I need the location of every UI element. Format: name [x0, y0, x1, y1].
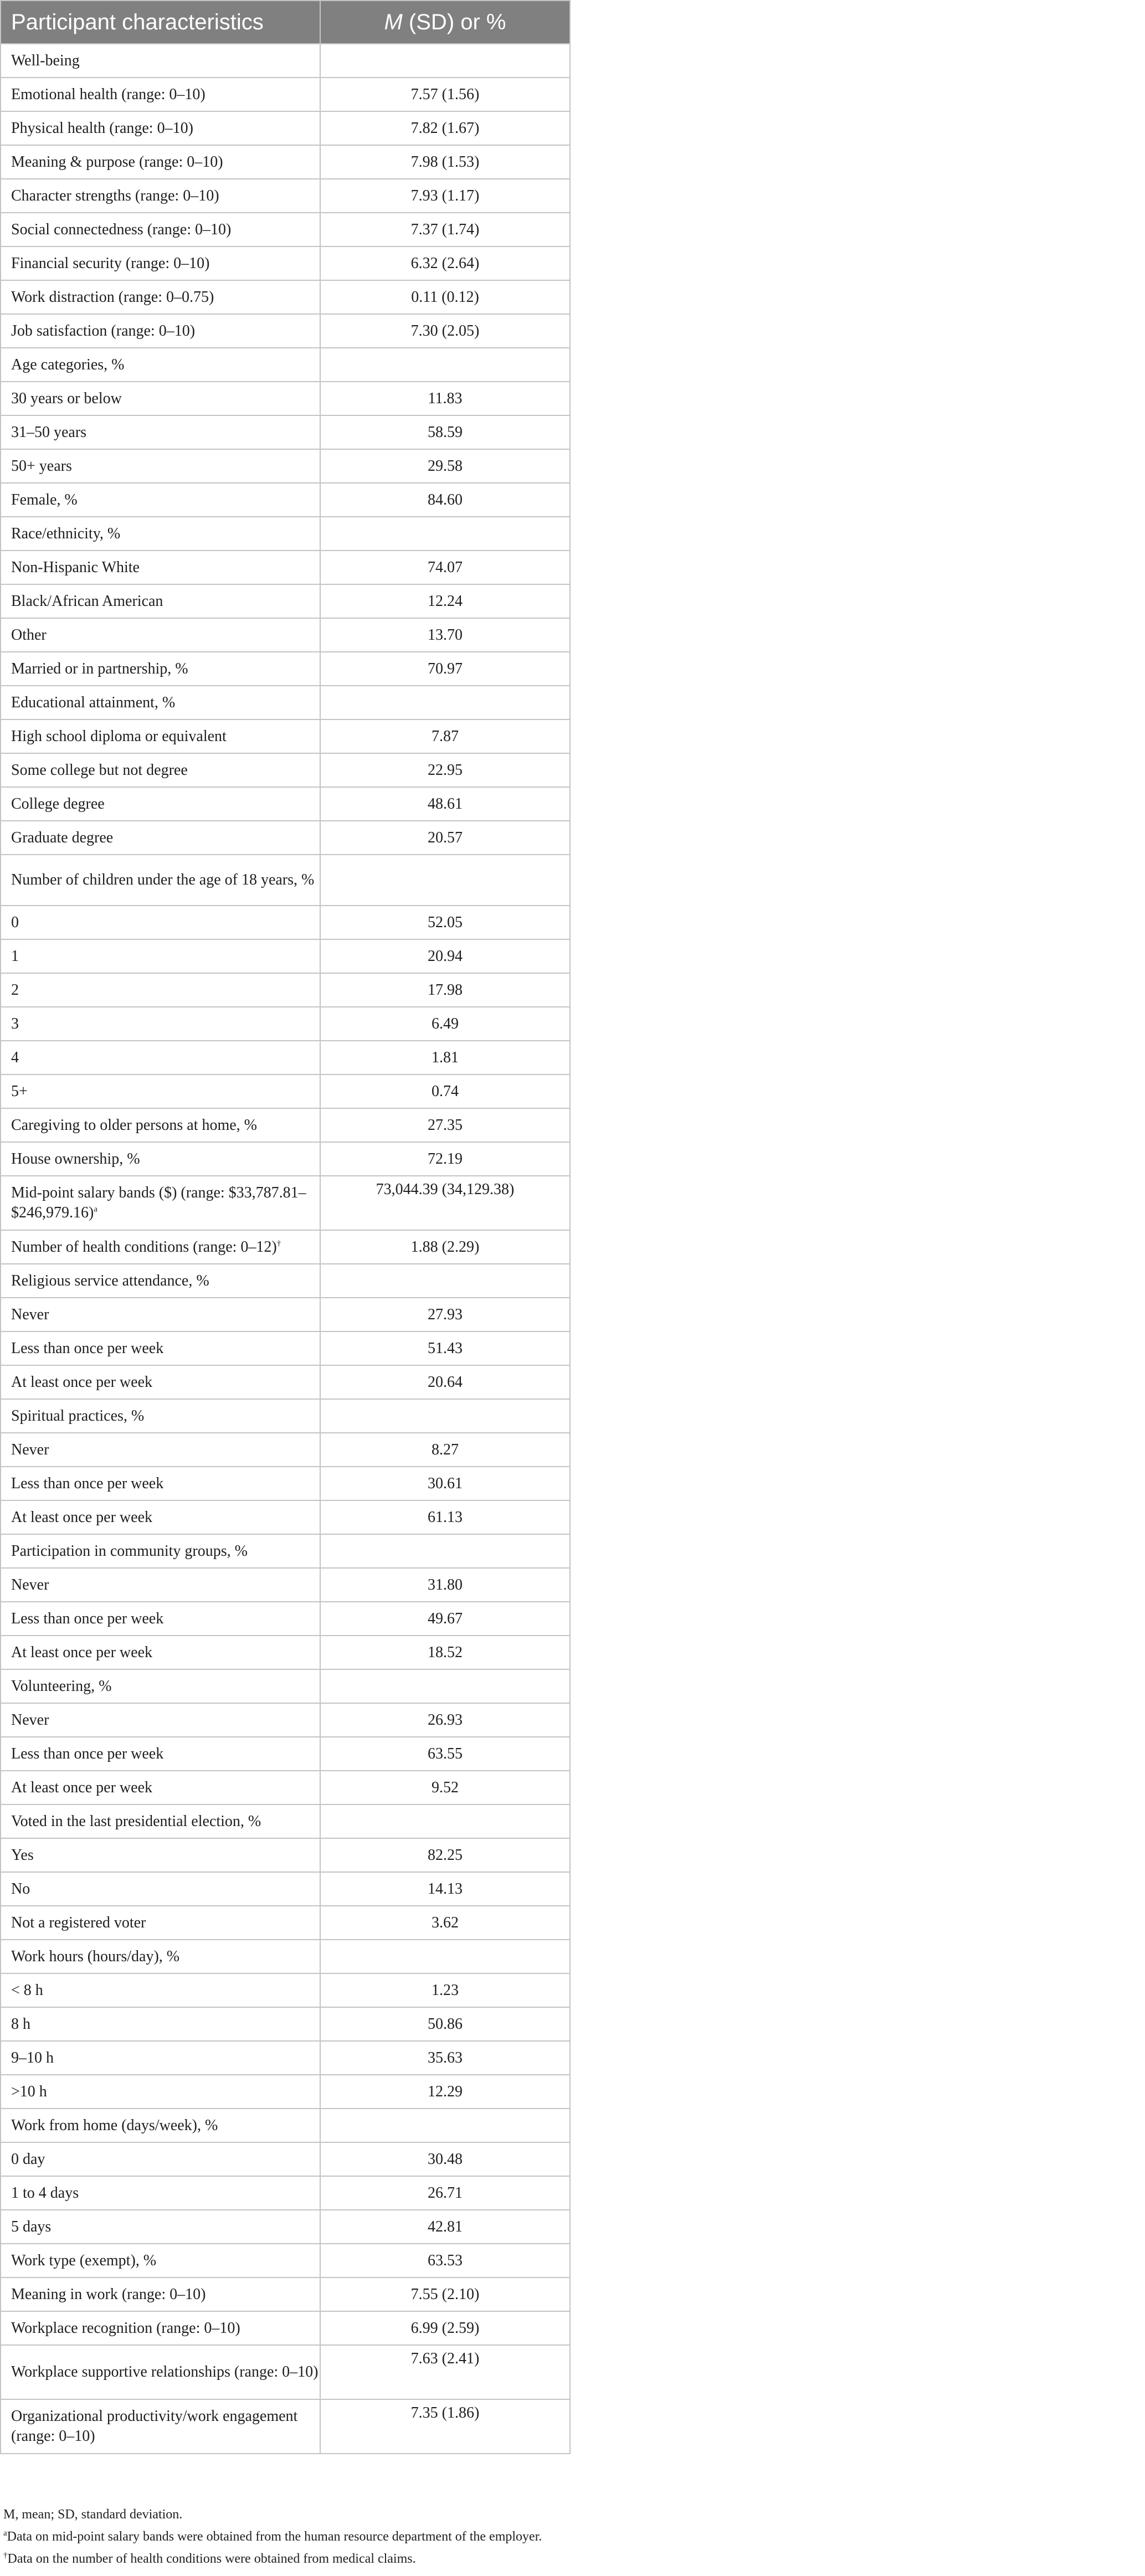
row-label-text: Less than once per week	[11, 1474, 164, 1492]
row-label-text: Never	[11, 1305, 49, 1323]
table-header-row	[1, 1, 570, 44]
row-label	[1, 652, 320, 686]
row-value: 7.82 (1.67)	[320, 111, 570, 145]
table-row	[1, 939, 570, 973]
row-label	[1, 1804, 320, 1838]
row-value: 8.27	[320, 1433, 570, 1467]
row-label	[1, 1230, 320, 1264]
row-label-text: At least once per week	[11, 1643, 152, 1661]
row-value: 13.70	[320, 618, 570, 652]
row-label-text: College degree	[11, 795, 105, 813]
row-label	[1, 145, 320, 179]
row-value: 6.99 (2.59)	[320, 2311, 570, 2345]
table-row	[1, 314, 570, 348]
row-value: 50.86	[320, 2007, 570, 2041]
row-value: 1.88 (2.29)	[320, 1230, 570, 1264]
row-label-text: Less than once per week	[11, 1745, 164, 1762]
row-value	[320, 1669, 570, 1703]
row-label-text: Less than once per week	[11, 1610, 164, 1627]
row-value: 7.35 (1.86)	[320, 2399, 570, 2454]
table-row	[1, 1176, 570, 1230]
row-value	[320, 44, 570, 78]
row-value: 0.74	[320, 1074, 570, 1108]
header-characteristics: Participant characteristics	[1, 1, 320, 44]
table-row	[1, 2345, 570, 2399]
row-value: 7.57 (1.56)	[320, 78, 570, 111]
row-label	[1, 1838, 320, 1872]
table-row	[1, 618, 570, 652]
table-row	[1, 2210, 570, 2244]
row-label	[1, 1771, 320, 1804]
row-label-text: Caregiving to older persons at home, %	[11, 1116, 258, 1134]
row-label-text: Work distraction (range: 0–0.75)	[11, 288, 214, 306]
row-label-text: 0 day	[11, 2150, 45, 2168]
row-value: 58.59	[320, 415, 570, 449]
row-label-text: Participation in community groups, %	[11, 1542, 248, 1560]
row-value: 70.97	[320, 652, 570, 686]
header-statistic	[320, 1, 570, 44]
row-label	[1, 2311, 320, 2345]
table-row	[1, 1636, 570, 1669]
table-row	[1, 1433, 570, 1467]
row-value: 52.05	[320, 906, 570, 939]
row-label	[1, 2277, 320, 2311]
row-value: 20.64	[320, 1365, 570, 1399]
row-label	[1, 2007, 320, 2041]
row-value: 61.13	[320, 1500, 570, 1534]
row-value: 7.63 (2.41)	[320, 2345, 570, 2399]
table-row	[1, 1534, 570, 1568]
row-value: 27.35	[320, 1108, 570, 1142]
row-label	[1, 179, 320, 213]
row-value: 72.19	[320, 1142, 570, 1176]
row-label-text: 4	[11, 1048, 19, 1066]
table-footnotes	[0, 2503, 1108, 2570]
row-label-text: Mid-point salary bands ($) (range: $33,787.81–$246,979.16)	[11, 1184, 306, 1221]
table-row	[1, 551, 570, 584]
row-value: 14.13	[320, 1872, 570, 1906]
header-mean-symbol: M	[384, 9, 403, 34]
row-value: 31.80	[320, 1568, 570, 1602]
row-label	[1, 1973, 320, 2007]
table-row	[1, 44, 570, 78]
row-label	[1, 1602, 320, 1636]
table-row	[1, 1264, 570, 1298]
row-value: 27.93	[320, 1298, 570, 1331]
row-label-text: Some college but not degree	[11, 761, 188, 779]
row-label-text: Job satisfaction (range: 0–10)	[11, 322, 196, 340]
row-label	[1, 1568, 320, 1602]
row-value: 7.30 (2.05)	[320, 314, 570, 348]
row-value	[320, 1534, 570, 1568]
row-label-text: 9–10 h	[11, 2049, 54, 2066]
row-label-text: Never	[11, 1711, 49, 1729]
table-row	[1, 584, 570, 618]
row-label	[1, 1074, 320, 1108]
footnote-a	[0, 2526, 1108, 2548]
row-label	[1, 1041, 320, 1074]
row-label-footnote-mark: a	[94, 1205, 97, 1214]
table-row	[1, 483, 570, 517]
row-value: 63.53	[320, 2244, 570, 2277]
table-row	[1, 1872, 570, 1906]
row-value: 22.95	[320, 753, 570, 787]
row-label-text: Character strengths (range: 0–10)	[11, 187, 219, 204]
row-label-footnote-mark: †	[276, 1239, 281, 1248]
row-label	[1, 686, 320, 719]
row-label	[1, 1940, 320, 1973]
row-label	[1, 753, 320, 787]
footnote-a-text: Data on mid-point salary bands were obtained from the human resource department of the employer.	[7, 2529, 542, 2544]
row-label	[1, 2041, 320, 2075]
row-label-text: Educational attainment, %	[11, 693, 176, 711]
row-label	[1, 973, 320, 1007]
row-label	[1, 1636, 320, 1669]
table-row	[1, 213, 570, 246]
row-label-text: Less than once per week	[11, 1339, 164, 1357]
table-row	[1, 2075, 570, 2109]
table-row	[1, 821, 570, 855]
row-label-text: Emotional health (range: 0–10)	[11, 85, 206, 103]
row-label-text: Married or in partnership, %	[11, 660, 188, 677]
row-value: 17.98	[320, 973, 570, 1007]
table-row	[1, 1737, 570, 1771]
row-label-text: No	[11, 1880, 30, 1898]
row-label-text: Number of children under the age of 18 years, %	[11, 871, 315, 888]
row-label	[1, 2210, 320, 2244]
row-label	[1, 2142, 320, 2176]
footnote-b-mark: †	[3, 2551, 8, 2560]
row-label-text: 5 days	[11, 2218, 52, 2235]
table-row	[1, 415, 570, 449]
row-value: 9.52	[320, 1771, 570, 1804]
row-label	[1, 213, 320, 246]
row-label	[1, 314, 320, 348]
row-label-text: Work type (exempt), %	[11, 2251, 157, 2269]
row-label-text: 0	[11, 913, 19, 931]
row-label	[1, 1142, 320, 1176]
row-label	[1, 449, 320, 483]
row-label	[1, 1331, 320, 1365]
row-value: 26.93	[320, 1703, 570, 1737]
table-row	[1, 906, 570, 939]
row-label-text: 1 to 4 days	[11, 2184, 79, 2202]
row-label	[1, 939, 320, 973]
row-label-text: >10 h	[11, 2083, 47, 2100]
row-label	[1, 348, 320, 382]
table-row	[1, 1602, 570, 1636]
row-value: 48.61	[320, 787, 570, 821]
row-value: 74.07	[320, 551, 570, 584]
row-value: 63.55	[320, 1737, 570, 1771]
row-value: 42.81	[320, 2210, 570, 2244]
row-value: 35.63	[320, 2041, 570, 2075]
row-label-text: 1	[11, 947, 19, 965]
footnote-b-text: Data on the number of health conditions were obtained from medical claims.	[7, 2552, 416, 2566]
table-row	[1, 2041, 570, 2075]
row-value: 0.11 (0.12)	[320, 280, 570, 314]
row-value	[320, 1804, 570, 1838]
row-label-text: Organizational productivity/work engagement (range: 0–10)	[11, 2408, 298, 2445]
row-value: 7.87	[320, 719, 570, 753]
row-label	[1, 821, 320, 855]
row-label-text: 8 h	[11, 2015, 30, 2033]
row-label	[1, 1399, 320, 1433]
row-value: 51.43	[320, 1331, 570, 1365]
table-row	[1, 517, 570, 551]
row-value: 7.37 (1.74)	[320, 213, 570, 246]
row-value	[320, 1940, 570, 1973]
table-row	[1, 111, 570, 145]
row-value: 30.61	[320, 1467, 570, 1500]
row-value	[320, 686, 570, 719]
row-label-text: Workplace supportive relationships (range: 0–10)	[11, 2363, 319, 2380]
row-value	[320, 1399, 570, 1433]
table-row	[1, 382, 570, 415]
row-label-text: House ownership, %	[11, 1150, 140, 1168]
row-label-text: 50+ years	[11, 457, 72, 475]
table-row	[1, 1399, 570, 1433]
table-body	[1, 44, 570, 2454]
table-row	[1, 2007, 570, 2041]
row-label-text: Spiritual practices, %	[11, 1407, 145, 1425]
table-row	[1, 787, 570, 821]
table-row	[1, 1771, 570, 1804]
table-row	[1, 1365, 570, 1399]
row-value: 6.32 (2.64)	[320, 246, 570, 280]
row-value	[320, 855, 570, 906]
row-label-text: Work hours (hours/day), %	[11, 1947, 180, 1965]
table-row	[1, 1230, 570, 1264]
row-value: 20.57	[320, 821, 570, 855]
row-label-text: 3	[11, 1015, 19, 1032]
table-row	[1, 1298, 570, 1331]
table-row	[1, 2399, 570, 2454]
row-value	[320, 2109, 570, 2142]
table-row	[1, 2109, 570, 2142]
row-value: 29.58	[320, 449, 570, 483]
row-label	[1, 111, 320, 145]
row-label	[1, 2244, 320, 2277]
row-value: 12.29	[320, 2075, 570, 2109]
row-label-text: At least once per week	[11, 1778, 152, 1796]
row-label-text: Yes	[11, 1846, 34, 1864]
table-row	[1, 1074, 570, 1108]
table-row	[1, 1669, 570, 1703]
table-row	[1, 652, 570, 686]
row-label	[1, 1534, 320, 1568]
row-label-text: 30 years or below	[11, 389, 122, 407]
row-label-text: Work from home (days/week), %	[11, 2116, 218, 2134]
row-label	[1, 2399, 320, 2454]
row-value	[320, 1264, 570, 1298]
row-label-text: Social connectedness (range: 0–10)	[11, 220, 232, 238]
row-label-text: Religious service attendance, %	[11, 1272, 209, 1289]
row-value: 12.24	[320, 584, 570, 618]
row-value: 82.25	[320, 1838, 570, 1872]
header-statistic-rest: (SD) or %	[402, 9, 506, 34]
table-row	[1, 686, 570, 719]
table-row	[1, 2277, 570, 2311]
table-row	[1, 1142, 570, 1176]
row-label	[1, 906, 320, 939]
row-label	[1, 2345, 320, 2399]
row-label-text: Not a registered voter	[11, 1914, 146, 1931]
row-label-text: Meaning in work (range: 0–10)	[11, 2285, 206, 2303]
table-row	[1, 1041, 570, 1074]
table-row	[1, 179, 570, 213]
row-label-text: Non-Hispanic White	[11, 558, 140, 576]
row-label-text: Number of health conditions (range: 0–12)	[11, 1238, 277, 1256]
row-value: 3.62	[320, 1906, 570, 1940]
row-label	[1, 1176, 320, 1230]
table-row	[1, 1568, 570, 1602]
row-label	[1, 1264, 320, 1298]
row-label	[1, 584, 320, 618]
row-label	[1, 246, 320, 280]
row-label	[1, 1467, 320, 1500]
table-row	[1, 1973, 570, 2007]
table-row	[1, 1108, 570, 1142]
table-row	[1, 1940, 570, 1973]
table-row	[1, 1703, 570, 1737]
row-label-text: Graduate degree	[11, 829, 114, 846]
row-value: 1.23	[320, 1973, 570, 2007]
row-label-text: Workplace recognition (range: 0–10)	[11, 2319, 240, 2337]
row-label	[1, 1298, 320, 1331]
row-label	[1, 382, 320, 415]
table-row	[1, 2142, 570, 2176]
table-row	[1, 973, 570, 1007]
row-label	[1, 1433, 320, 1467]
row-label	[1, 1669, 320, 1703]
row-label-text: Never	[11, 1441, 49, 1458]
table-row	[1, 348, 570, 382]
table-row	[1, 246, 570, 280]
row-label-text: At least once per week	[11, 1373, 152, 1391]
footnote-abbreviations: M, mean; SD, standard deviation.	[3, 2507, 183, 2522]
row-value: 6.49	[320, 1007, 570, 1041]
row-value: 7.93 (1.17)	[320, 179, 570, 213]
table-row	[1, 1007, 570, 1041]
table-row	[1, 78, 570, 111]
row-value: 49.67	[320, 1602, 570, 1636]
row-label-text: 2	[11, 981, 19, 999]
table-row	[1, 2244, 570, 2277]
row-label	[1, 1500, 320, 1534]
row-label	[1, 787, 320, 821]
row-label-text: Meaning & purpose (range: 0–10)	[11, 153, 223, 171]
row-label-text: Never	[11, 1576, 49, 1593]
row-value	[320, 348, 570, 382]
row-label	[1, 618, 320, 652]
row-label	[1, 78, 320, 111]
row-label	[1, 551, 320, 584]
row-label	[1, 483, 320, 517]
row-value: 73,044.39 (34,129.38)	[320, 1176, 570, 1230]
row-label	[1, 1007, 320, 1041]
row-label	[1, 855, 320, 906]
footnote-a-mark: a	[3, 2529, 7, 2538]
table-row	[1, 855, 570, 906]
row-label	[1, 2075, 320, 2109]
row-label	[1, 2176, 320, 2210]
table-row	[1, 1804, 570, 1838]
row-label	[1, 280, 320, 314]
table-row	[1, 449, 570, 483]
footnote-b	[0, 2548, 1108, 2570]
row-label-text: Voted in the last presidential election, %	[11, 1812, 261, 1830]
row-value: 1.81	[320, 1041, 570, 1074]
row-label	[1, 2109, 320, 2142]
table-row	[1, 1467, 570, 1500]
row-label	[1, 1703, 320, 1737]
table-row	[1, 2311, 570, 2345]
table-row	[1, 1838, 570, 1872]
table-row	[1, 1500, 570, 1534]
row-label	[1, 1872, 320, 1906]
table-row	[1, 719, 570, 753]
table-row	[1, 1331, 570, 1365]
row-label-text: Volunteering, %	[11, 1677, 112, 1695]
row-label-text: High school diploma or equivalent	[11, 727, 227, 745]
row-label-text: 5+	[11, 1082, 28, 1100]
table-row	[1, 2176, 570, 2210]
row-label	[1, 1906, 320, 1940]
row-value: 7.55 (2.10)	[320, 2277, 570, 2311]
row-label-text: At least once per week	[11, 1508, 152, 1526]
row-value: 11.83	[320, 382, 570, 415]
row-label-text: Black/African American	[11, 592, 163, 610]
row-value: 30.48	[320, 2142, 570, 2176]
row-label-text: Race/ethnicity, %	[11, 525, 121, 542]
row-label	[1, 415, 320, 449]
row-label-text: Well-being	[11, 52, 80, 69]
row-label	[1, 44, 320, 78]
table-row	[1, 753, 570, 787]
row-label-text: Financial security (range: 0–10)	[11, 254, 210, 272]
row-label-text: Age categories, %	[11, 356, 125, 373]
row-label-text: Other	[11, 626, 47, 644]
row-value: 84.60	[320, 483, 570, 517]
row-label	[1, 1108, 320, 1142]
row-label-text: Physical health (range: 0–10)	[11, 119, 193, 137]
table-row	[1, 280, 570, 314]
row-label-text: Female, %	[11, 491, 78, 508]
row-value: 7.98 (1.53)	[320, 145, 570, 179]
table-row	[1, 145, 570, 179]
row-value	[320, 517, 570, 551]
row-label	[1, 1365, 320, 1399]
table-row	[1, 1906, 570, 1940]
row-value: 20.94	[320, 939, 570, 973]
row-value: 26.71	[320, 2176, 570, 2210]
row-label	[1, 517, 320, 551]
row-label-text: < 8 h	[11, 1981, 43, 1999]
row-label-text: 31–50 years	[11, 423, 87, 441]
row-value: 18.52	[320, 1636, 570, 1669]
row-label	[1, 1737, 320, 1771]
row-label	[1, 719, 320, 753]
participant-characteristics-table	[0, 0, 571, 2454]
